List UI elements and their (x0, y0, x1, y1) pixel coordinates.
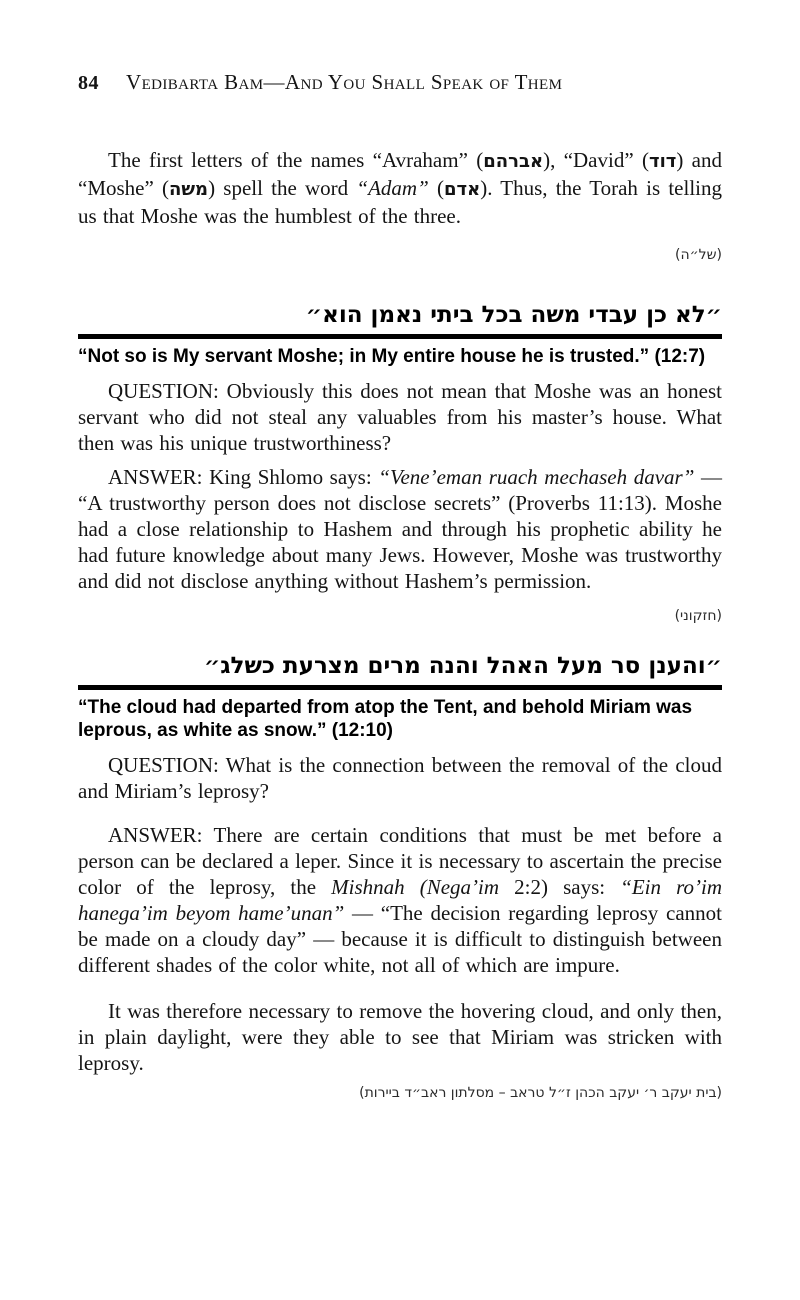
verse-translation: “The cloud had departed from atop the Tent, and behold Miriam was leprous, as white as snow.” (12:10) (78, 697, 693, 741)
hebrew-verse-heading: ״לא כן עבדי משה בכל ביתי נאמן הוא״ (305, 302, 722, 328)
text-segment: ) and “Moshe” ( (78, 148, 722, 200)
running-title: Vedibarta Bam—And You Shall Speak of Them (126, 70, 563, 94)
text-segment: The first letters of the names “Avraham” ( (108, 148, 484, 172)
hebrew-inline: אדם (443, 179, 481, 200)
source-attribution: (בית יעקב ר׳ יעקב הכהן ז״ל טראב – מסלתון ראב״ד ביירות) (359, 1085, 722, 1101)
text-segment: 2:2) says: (499, 875, 621, 899)
hebrew-inline: משה (169, 179, 209, 200)
verse-translation: “Not so is My servant Moshe; in My entire house he is trusted.” (12:7) (78, 346, 706, 367)
text-segment: ANSWER: King Shlomo says: (108, 465, 379, 489)
commentary-section-1 (78, 302, 722, 625)
question-paragraph: QUESTION: Obviously this does not mean that Moshe was an honest servant who did not steal any valuables from his master’s house. What then was his unique trustworthiness? (78, 379, 722, 455)
answer-paragraph (78, 464, 722, 594)
hebrew-inline: אברהם (483, 151, 544, 172)
divider-rule (78, 334, 722, 339)
closing-paragraph: It was therefore necessary to remove the hovering cloud, and only then, in plain daylight, were they able to see that Miriam was stricken with leprosy. (78, 999, 722, 1075)
commentary-section-2 (78, 653, 722, 1102)
text-segment: — “A trustworthy person does not disclose secrets” (Proverbs 11:13). Moshe had a close relationship to Hashem and through his prophetic ability he had future knowledge about many Jews. However, Moshe was trustworthy and did not disclose anything without Hashem’s permission. (78, 465, 722, 593)
text-segment: ( (428, 176, 444, 200)
source-attribution: (של״ה) (675, 247, 722, 263)
text-segment: ), “David” ( (543, 148, 649, 172)
question-paragraph: QUESTION: What is the connection between the removal of the cloud and Miriam’s leprosy? (78, 753, 722, 803)
source-attribution: (חזקוני) (674, 608, 722, 624)
divider-rule (78, 685, 722, 690)
running-header (78, 70, 722, 95)
page-number: 84 (78, 72, 99, 94)
italic-phrase: Mishnah (Nega’im (331, 875, 500, 899)
text-segment: ) spell the word (208, 176, 357, 200)
text-segment: ). Thus, the Torah is telling us that Moshe was the humblest of the three. (78, 176, 722, 228)
italic-phrase: “Ein ro’im hanega’im beyom hame’unan” (78, 875, 722, 925)
text-segment: — “The decision regarding leprosy cannot be made on a cloudy day” — because it is difficult to distinguish between different shades of the color white, not all of which are impure. (78, 901, 722, 977)
intro-paragraph (78, 147, 722, 229)
italic-phrase: “Vene’eman ruach mechaseh davar” (378, 465, 695, 489)
italic-phrase: “Adam” (356, 176, 429, 200)
hebrew-verse-heading: ״והענן סר מעל האהל והנה מרים מצרעת כשלג״ (203, 653, 722, 679)
answer-paragraph (78, 822, 722, 978)
hebrew-inline: דוד (648, 151, 677, 172)
text-segment: ANSWER: There are certain conditions that must be met before a person can be declared a leper. Since it is necessary to ascertain the precise color of the leprosy, the (78, 823, 722, 899)
